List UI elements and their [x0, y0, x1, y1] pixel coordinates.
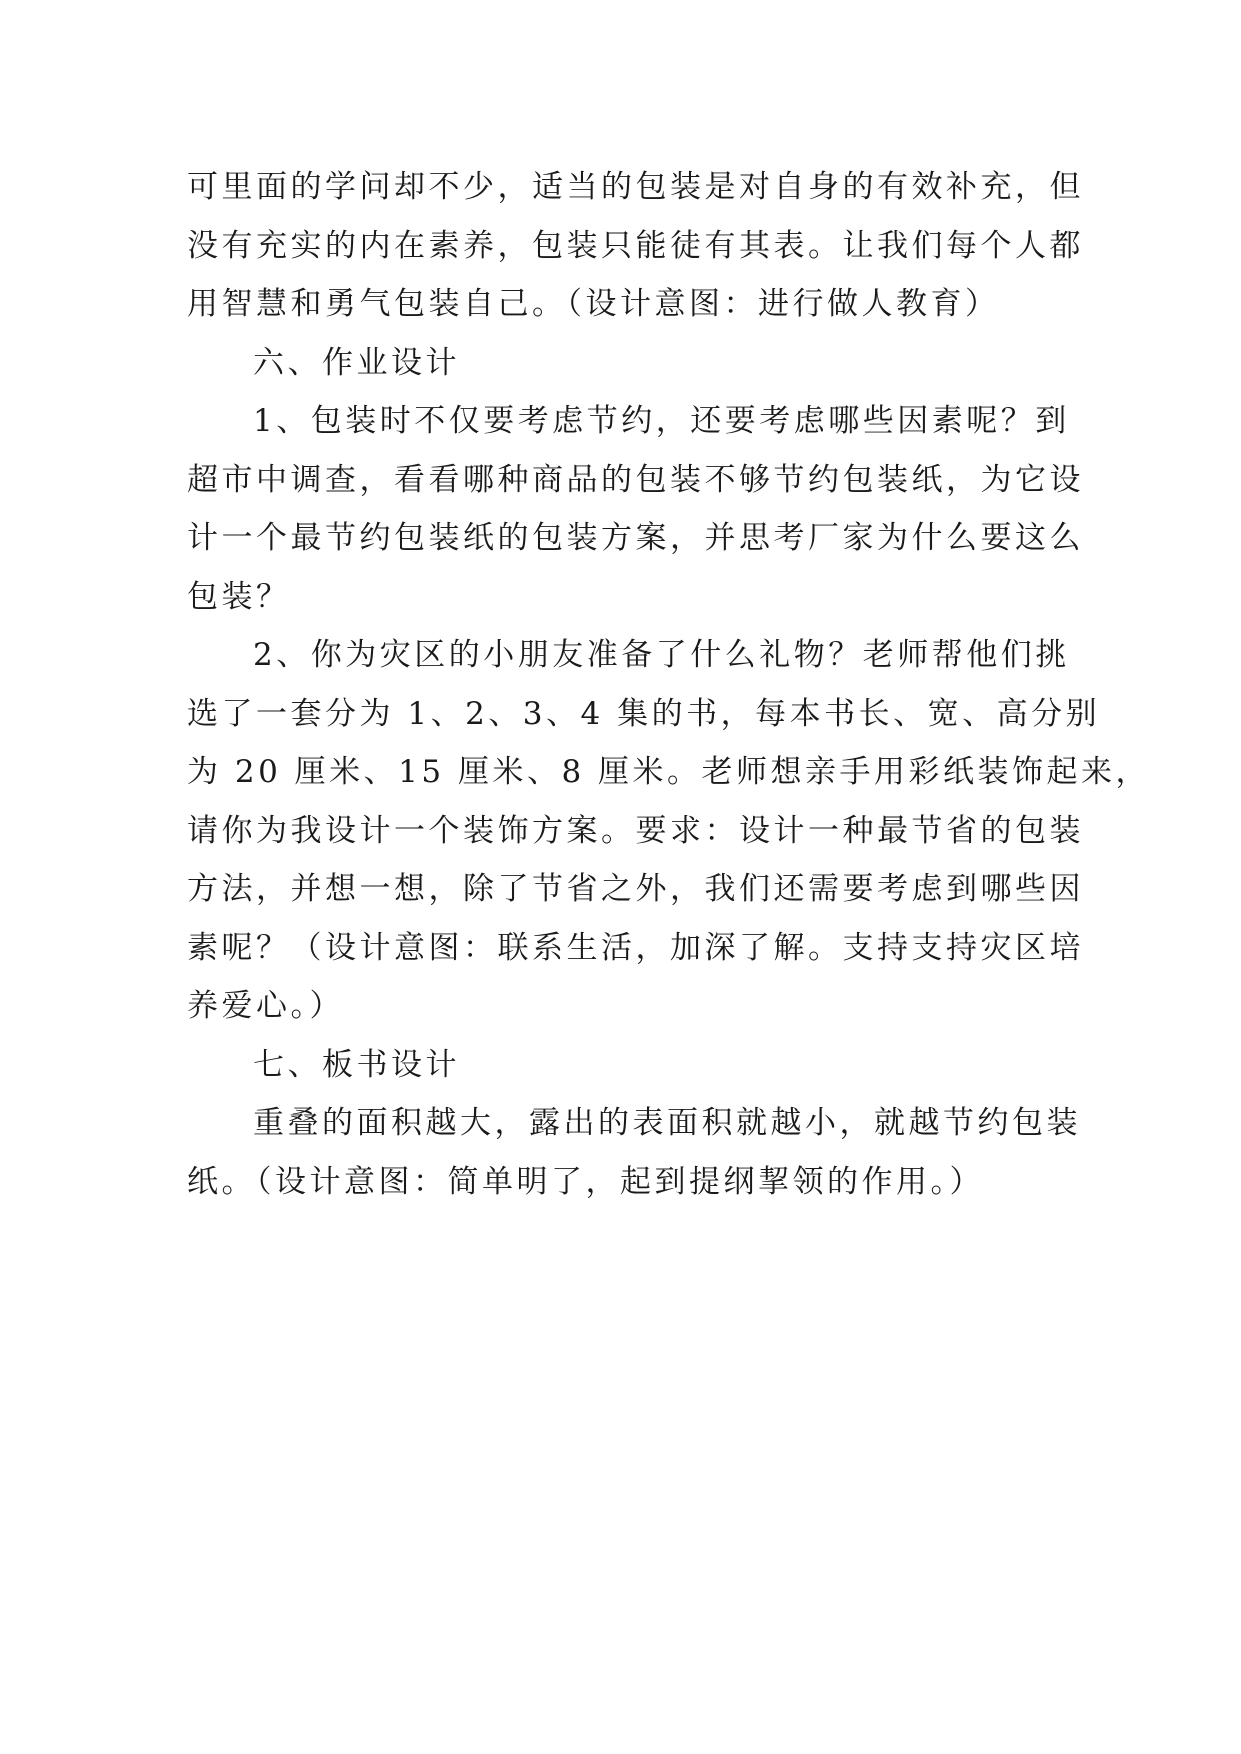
paragraph-line: 超市中调查，看看哪种商品的包装不够节约包装纸，为它设 — [187, 461, 1084, 498]
paragraph-line: 1、包装时不仅要考虑节约，还要考虑哪些因素呢？到 — [253, 403, 1070, 439]
paragraph-line: 养爱心。） — [187, 988, 344, 1024]
paragraph-line: 重叠的面积越大，露出的表面积就越小，就越节约包装 — [253, 1105, 1081, 1141]
paragraph-line: 用智慧和勇气包装自己。（设计意图：进行做人教育） — [187, 286, 1000, 322]
paragraph-line: 包装？ — [187, 578, 291, 615]
paragraph-line: 为 20 厘米、15 厘米、8 厘米。老师想亲手用彩纸装饰起来， — [187, 754, 1151, 790]
paragraph-line: 选了一套分为 1、2、3、4 集的书，每本书长、宽、高分别 — [187, 695, 1101, 732]
section-heading-homework: 六、作业设计 — [253, 344, 460, 381]
paragraph-line: 素呢？（设计意图：联系生活，加深了解。支持支持灾区培 — [187, 929, 1084, 966]
paragraph-line: 没有充实的内在素养，包装只能徒有其表。让我们每个人都 — [187, 227, 1084, 264]
paragraph-line: 计一个最节约包装纸的包装方案，并思考厂家为什么要这么 — [187, 520, 1084, 556]
paragraph-line: 方法，并想一想，除了节省之外，我们还需要考虑到哪些因 — [187, 871, 1084, 907]
section-heading-blackboard: 七、板书设计 — [253, 1046, 460, 1083]
document-body — [187, 158, 1151, 1211]
paragraph-line: 可里面的学问却不少，适当的包装是对自身的有效补充，但 — [187, 169, 1084, 205]
paragraph-line: 纸。（设计意图：简单明了，起到提纲挈领的作用。） — [187, 1163, 984, 1200]
paragraph-line: 请你为我设计一个装饰方案。要求：设计一种最节省的包装 — [187, 812, 1084, 849]
paragraph-line: 2、你为灾区的小朋友准备了什么礼物？老师帮他们挑 — [253, 637, 1070, 673]
